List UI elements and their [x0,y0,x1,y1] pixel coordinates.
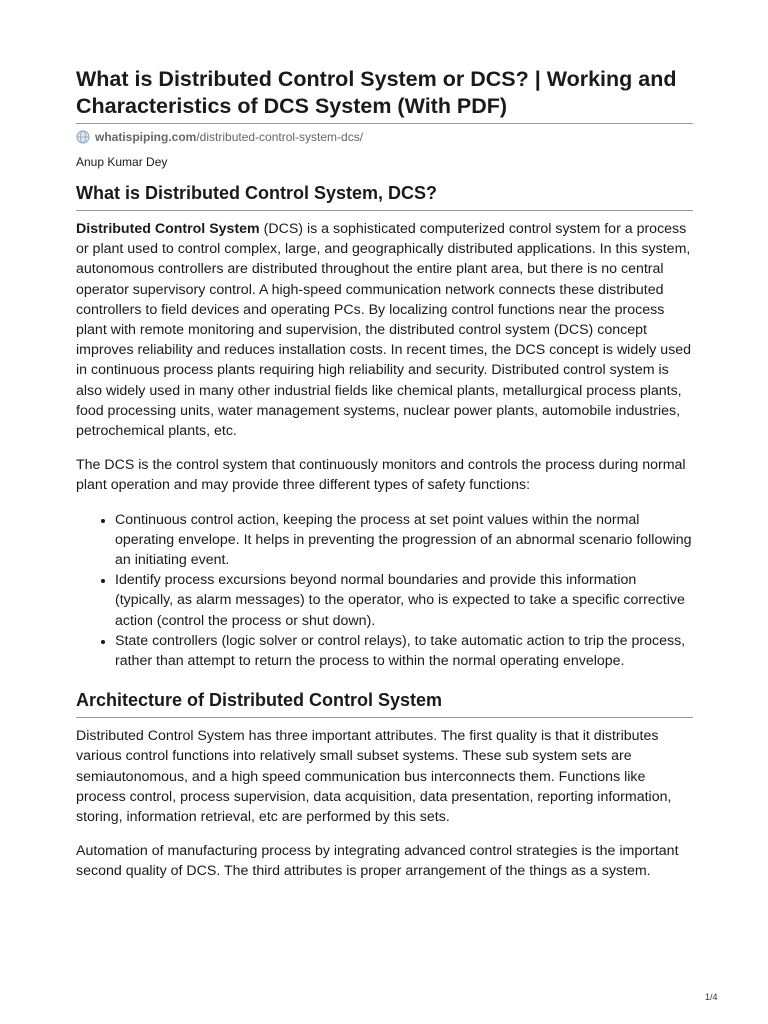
source-domain[interactable]: whatispiping.com [95,130,197,144]
source-path[interactable]: /distributed-control-system-dcs/ [196,130,364,144]
document-page [76,66,693,882]
author-name: Anup Kumar Dey [76,155,168,169]
section-heading-what-is-dcs: What is Distributed Control System, DCS? [76,183,693,211]
globe-icon [76,130,90,144]
paragraph-attributes: Distributed Control System has three important attributes. The first quality is that it distributes various control functions into relatively small subset systems. These sub system sets are semiautonomous, and a high speed communication bus interconnects them. Functions like process control, process supervision, data acquisition, data presentation, reporting information, storing, information retrieval, etc are performed by this sets. [76,728,672,826]
bold-term: Distributed Control System [76,221,260,237]
paragraph-dcs-definition [76,219,693,441]
paragraph-safety-functions: The DCS is the control system that continuously monitors and controls the process during normal plant operation and may provide three different types of safety functions: [76,457,686,494]
document-title: What is Distributed Control System or DCS? | Working and Characteristics of DCS System (With PDF) [76,66,693,124]
section-heading-architecture: Architecture of Distributed Control System [76,690,693,718]
paragraph-automation: Automation of manufacturing process by integrating advanced control strategies is the important second quality of DCS. The third attributes is proper arrangement of the things as a system. [76,843,679,880]
page-number: 1/4 [705,992,718,1002]
paragraph-text: (DCS) is a sophisticated computerized control system for a process or plant used to control complex, large, and geographically distributed applications. In this system, autonomous controllers are distributed throughout the entire plant area, but there is no central operator supervisory control. A high-speed communication network connects these distributed controllers to field devices and operating PCs. By localizing control functions near the process plant with remote monitoring and supervision, the distributed control system (DCS) concept improves reliability and reduces installation costs. In recent times, the DCS concept is widely used in continuous process plants requiring high reliability and security. Distributed control system is also widely used in many other industrial fields like chemical plants, metallurgical process plants, food processing units, water management systems, nuclear power plants, automobile industries, petrochemical plants, etc. [76,221,692,440]
source-line [76,130,693,144]
list-item: • Continuous control action, keeping the process at set point values within the normal operating envelope. It helps in preventing the progression of an abnormal scenario following an initiating event. [115,510,693,571]
safety-functions-list [76,510,693,672]
list-item: • State controllers (logic solver or control relays), to take automatic action to trip the process, rather than attempt to return the process to within the normal operating envelope. [115,631,693,671]
list-item: • Identify process excursions beyond normal boundaries and provide this information (typically, as alarm messages) to the operator, who is expected to take a specific corrective action (control the process or shut down). [115,570,693,631]
